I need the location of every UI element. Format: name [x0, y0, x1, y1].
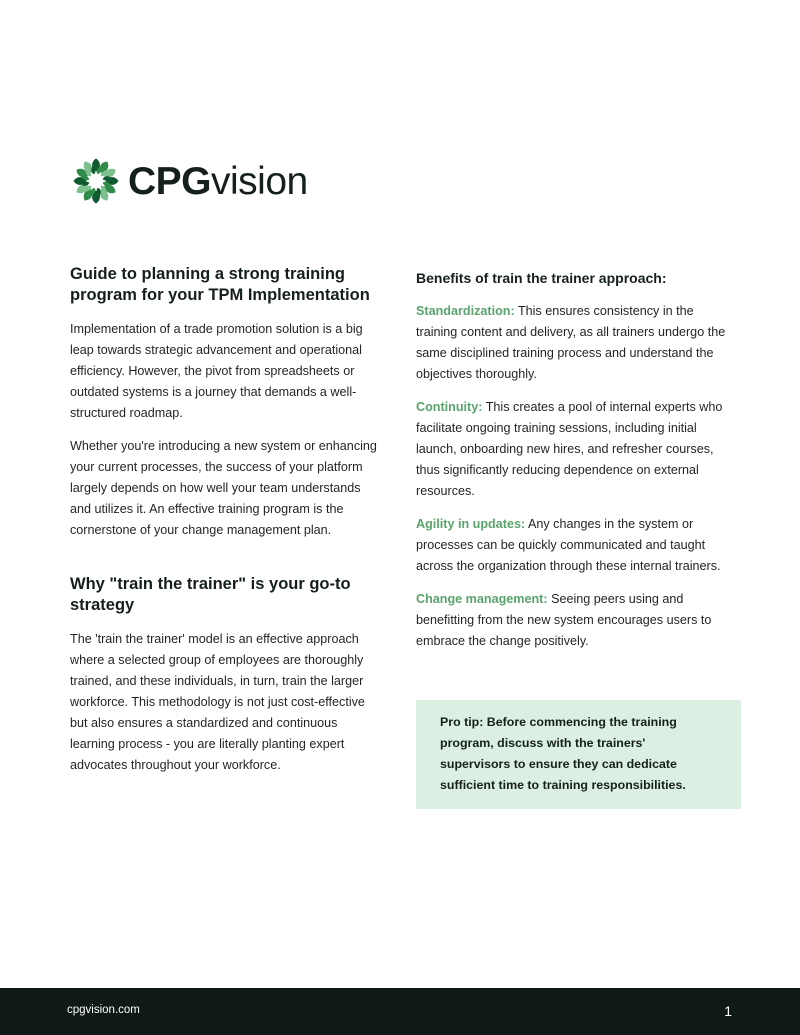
- benefit-item: [416, 514, 736, 577]
- benefit-text: This ensures consistency in the training content and delivery, as all trainers undergo the same disciplined training process and understand the objectives thoroughly.: [416, 304, 726, 381]
- page-number: 1: [724, 1003, 732, 1019]
- brand-logo: [70, 154, 308, 208]
- benefit-text: This creates a pool of internal experts who facilitate ongoing training sessions, including initial launch, onboarding new hires, and refresher courses, thus significantly reducing dependence on external resources.: [416, 400, 723, 498]
- benefits-heading: Benefits of train the trainer approach:: [416, 270, 667, 286]
- brand-name-bold: CPG: [128, 159, 212, 203]
- benefit-text: Any changes in the system or processes can be quickly communicated and taught across the organization through these internal trainers.: [416, 517, 721, 573]
- brand-wordmark: [128, 159, 308, 203]
- right-column: [416, 264, 736, 664]
- intro-paragraph: Implementation of a trade promotion solution is a big leap towards strategic advancement and operational efficiency. However, the pivot from spreadsheets or outdated systems is a journey that demands a well-structured roadmap.: [70, 322, 363, 420]
- benefit-text: Seeing peers using and benefitting from the new system encourages users to embrace the change positively.: [416, 592, 712, 648]
- strategy-paragraph: The 'train the trainer' model is an effective approach where a selected group of employees are thoroughly trained, and these individuals, in turn, train the larger workforce. This methodology is not just cost-effective but also ensures a standardized and continuous learning process - you are literally planting expert advocates throughout your workforce.: [70, 632, 365, 772]
- benefit-term: Agility in updates:: [416, 517, 526, 531]
- brand-name-light: vision: [211, 159, 308, 203]
- context-paragraph: Whether you're introducing a new system or enhancing your current processes, the success of your platform largely depends on how well your team understands and utilizes it. An effective training program is the cornerstone of your change management plan.: [70, 439, 377, 537]
- page-footer: [0, 988, 800, 1035]
- guide-heading: Guide to planning a strong training program for your TPM Implementation: [70, 265, 370, 304]
- benefit-term: Change management:: [416, 592, 548, 606]
- benefit-term: Continuity:: [416, 400, 483, 414]
- footer-url: cpgvision.com: [67, 1004, 140, 1016]
- benefit-term: Standardization:: [416, 304, 515, 318]
- benefit-item: [416, 589, 736, 652]
- strategy-heading: Why "train the trainer" is your go-to strategy: [70, 575, 351, 614]
- pro-tip-box: [416, 700, 741, 809]
- benefit-item: [416, 397, 736, 502]
- pro-tip-text: Pro tip: Before commencing the training program, discuss with the trainers' supervisors to ensure they can dedicate sufficient time to training responsibilities.: [440, 715, 686, 792]
- left-column: [70, 264, 385, 788]
- logo-emblem-icon: [70, 155, 122, 207]
- benefit-item: [416, 301, 736, 385]
